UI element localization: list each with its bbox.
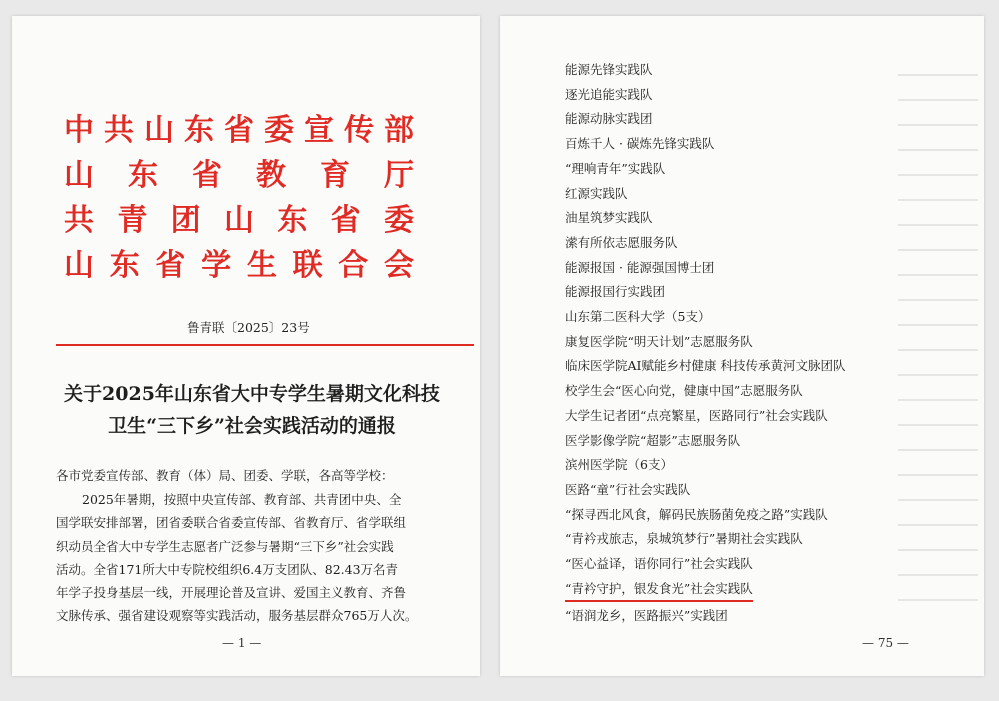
- list-item: 临床医学院AI赋能乡村健康 科技传承黄河文脉团队: [565, 358, 846, 374]
- addressee-line: 各市党委宣传部、教育（体）局、团委、学联，各高等学校：: [56, 468, 394, 483]
- header-line: 共青团山东省委: [64, 203, 414, 238]
- body-line: 2025年暑期，按照中央宣传部、教育部、共青团中央、全: [82, 492, 402, 507]
- list-item: 百炼千人 · 碳炼先锋实践队: [565, 136, 715, 152]
- header-line: 山东省学生联合会: [64, 248, 414, 283]
- list-item: 能源报国 · 能源强国博士团: [565, 259, 715, 275]
- header-line: 中共山东省委宣传部: [64, 113, 414, 148]
- right-document-page: [500, 16, 984, 676]
- list-item: 大学生记者团“点亮繁星，医路同行”社会实践队: [565, 407, 828, 423]
- list-item: 逐光追能实践队: [565, 86, 653, 102]
- list-item: 康复医学院“明天计划”志愿服务队: [565, 333, 753, 349]
- list-item: 潆有所依志愿服务队: [565, 234, 678, 250]
- highlighted-list-item: “青衿守护，银发食光”社会实践队: [565, 578, 753, 602]
- title-line: 卫生“三下乡”社会实践活动的通报: [108, 415, 396, 437]
- left-document-page: [12, 16, 480, 676]
- list-item: 山东第二医科大学（5支）: [565, 309, 711, 325]
- list-item: 油星筑梦实践队: [565, 210, 653, 226]
- list-item: 校学生会“医心向党，健康中国”志愿服务队: [565, 383, 803, 399]
- document-title: [52, 378, 452, 442]
- body-line: 文脉传承、强省建设观察等实践活动，服务基层群众765万人次。: [56, 608, 418, 624]
- list-item: 医路“童”行社会实践队: [565, 481, 691, 497]
- page-number: — 75 —: [862, 636, 909, 650]
- list-item: 红源实践队: [565, 185, 628, 201]
- team-list: [565, 58, 975, 629]
- issuing-authorities-header: [64, 108, 434, 288]
- list-item: 能源先锋实践队: [565, 62, 653, 77]
- body-line: 活动。全省171所大中专院校组织6.4万支团队、82.43万名青: [56, 561, 399, 577]
- header-line: 山东省教育厅: [64, 158, 414, 193]
- title-line: 关于2025年山东省大中专学生暑期文化科技: [64, 383, 440, 405]
- body-paragraph: [56, 488, 451, 628]
- list-item: 能源报国行实践团: [565, 284, 666, 300]
- body-line: 国学联安排部署，团省委联合省委宣传部、省教育厅、省学联组: [56, 515, 407, 531]
- body-line: 织动员全省大中专学生志愿者广泛参与暑期“三下乡”社会实践: [56, 538, 394, 554]
- body-line: 年学子投身基层一线，开展理论普及宣讲、爱国主义教育、齐鲁: [56, 585, 407, 601]
- document-number: 鲁青联〔2025〕23号: [187, 320, 310, 335]
- red-divider-line: [56, 344, 474, 346]
- list-item: “探寻西北风食，解码民族肠菌免疫之路”实践队: [565, 506, 828, 522]
- list-item: “理响青年”实践队: [565, 160, 666, 176]
- page-number: — 1 —: [222, 636, 262, 650]
- list-item: “青衿戎旅志，泉城筑梦行”暑期社会实践队: [565, 531, 803, 547]
- list-item: 医学影像学院“超影”志愿服务队: [565, 432, 741, 448]
- list-item: 滨州医学院（6支）: [565, 457, 673, 473]
- list-item: “医心益译，语你同行”社会实践队: [565, 556, 753, 572]
- list-item: 能源动脉实践团: [565, 111, 653, 127]
- list-item: “语润龙乡，医路振兴”实践团: [565, 608, 728, 624]
